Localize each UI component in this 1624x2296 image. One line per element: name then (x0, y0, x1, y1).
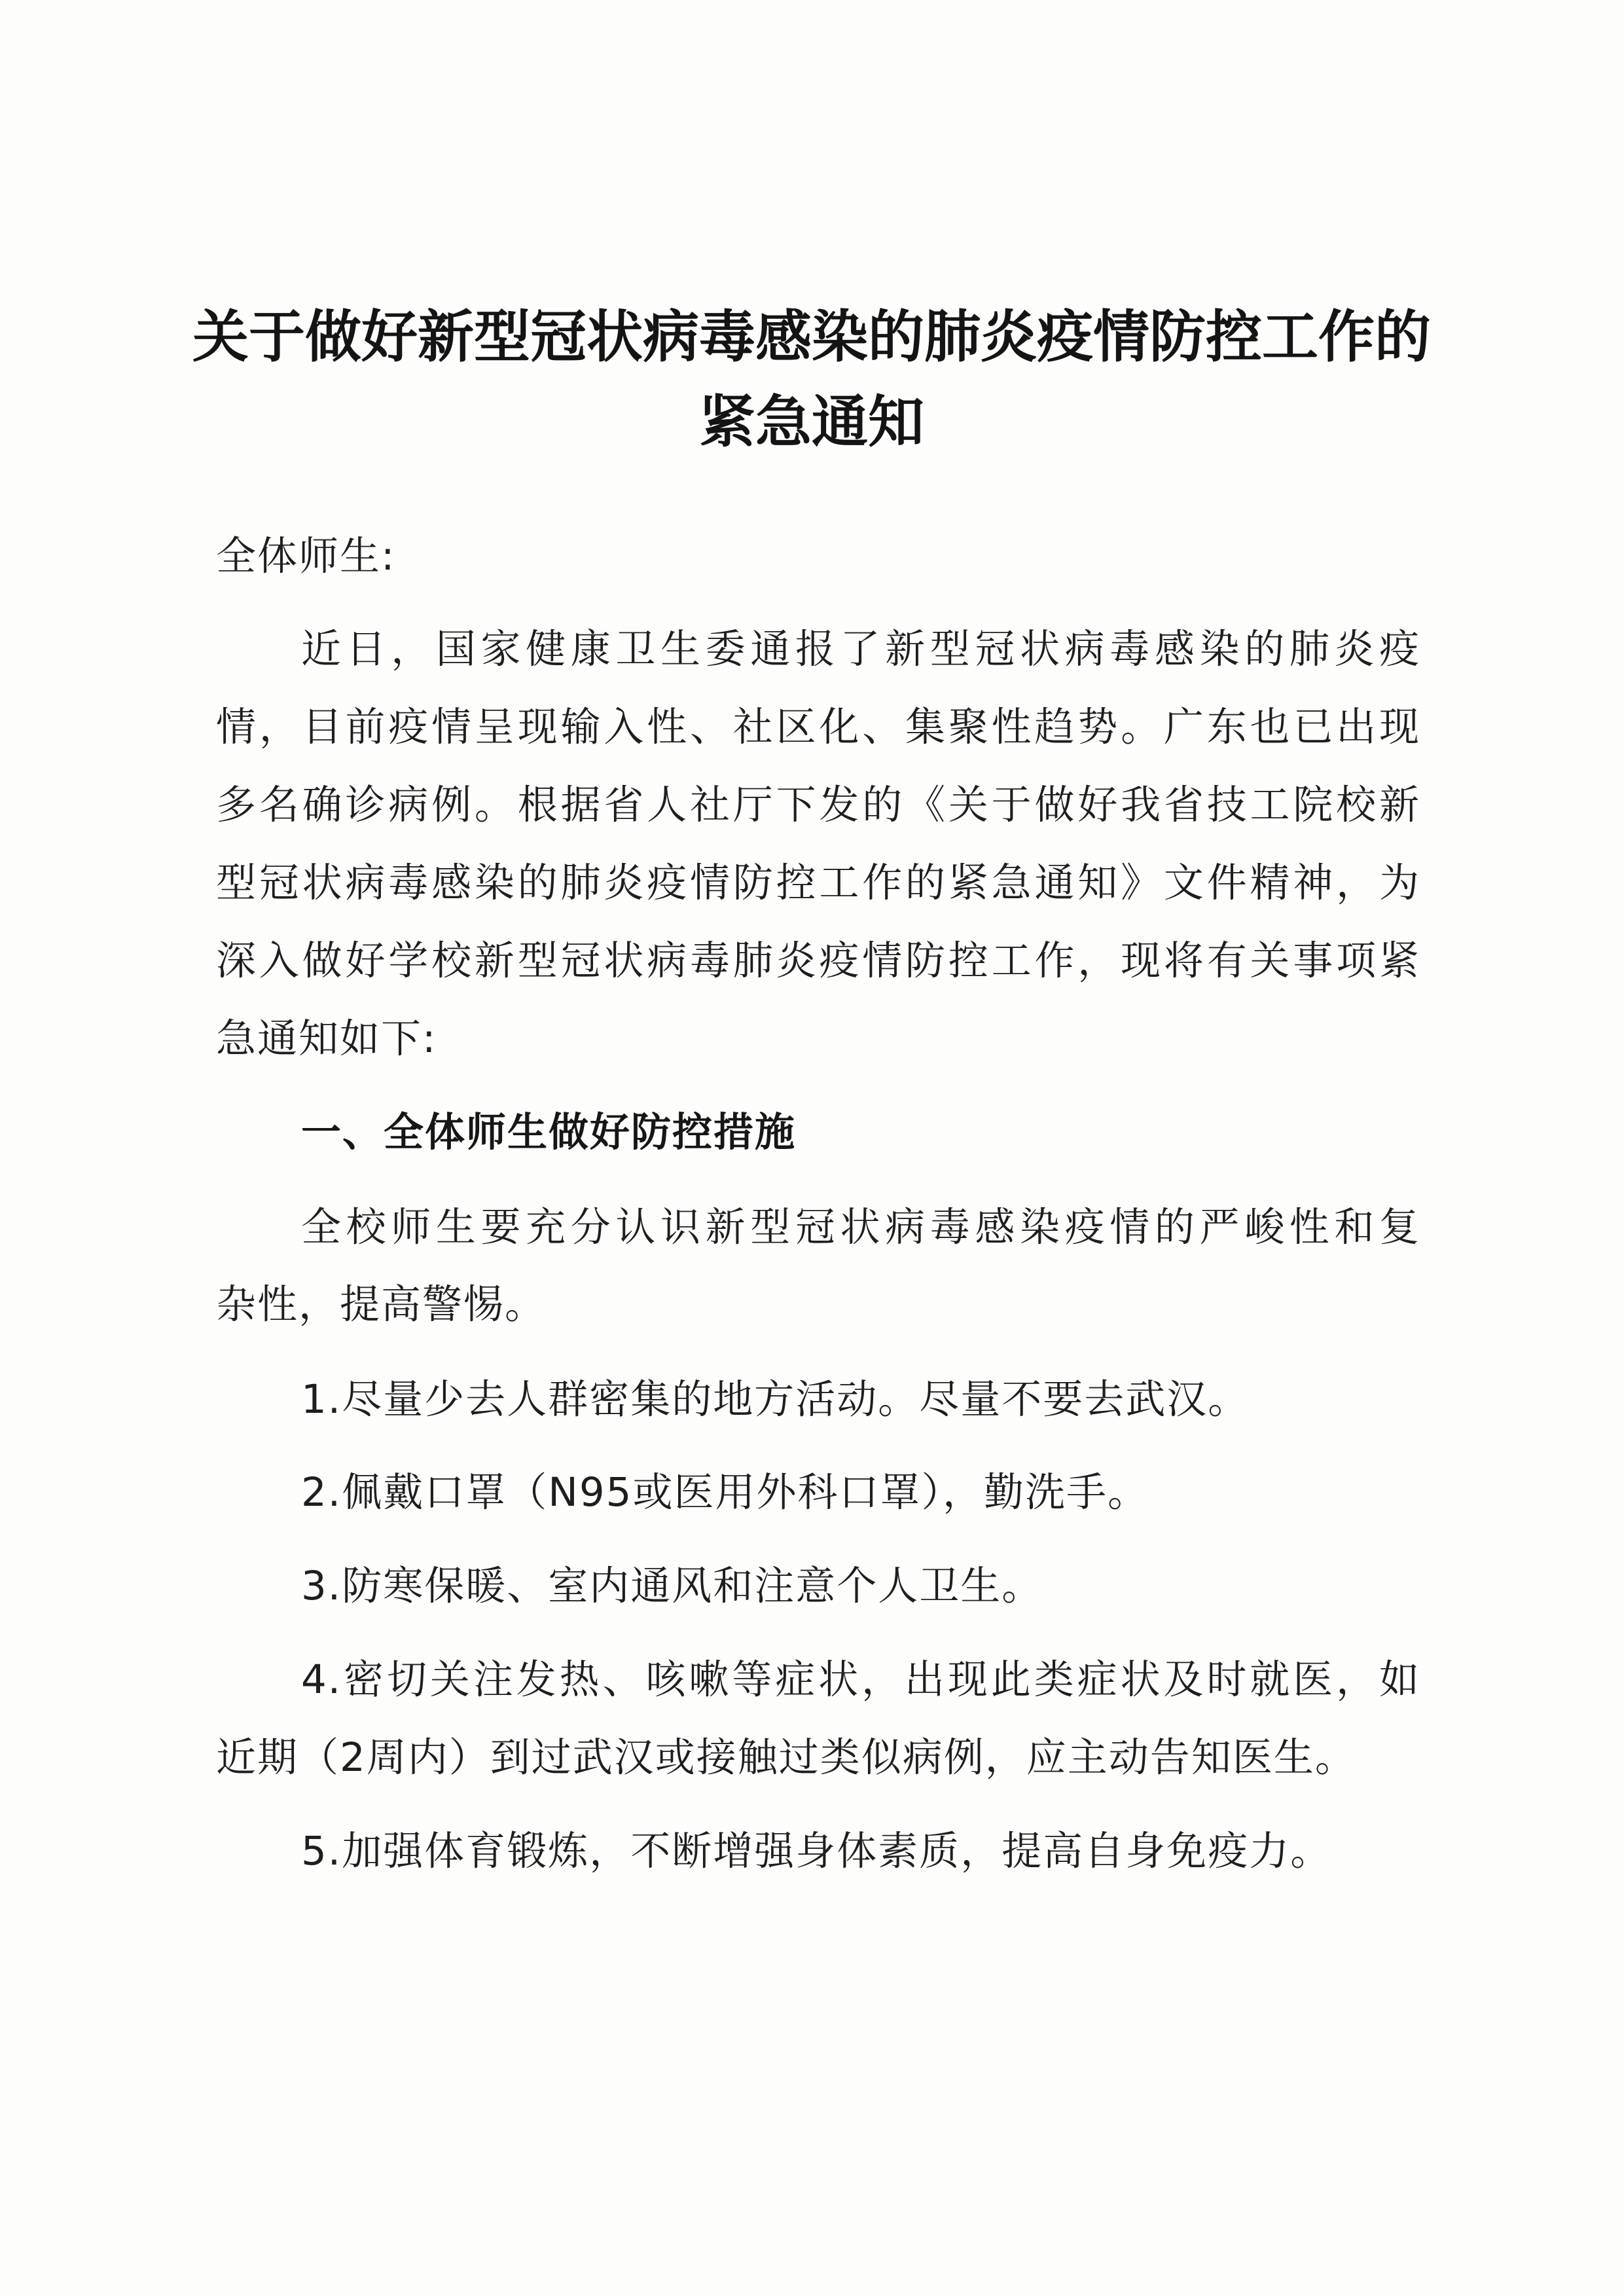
intro-line-1: 近日，国家健康卫生委通报了新型冠状病毒感染的肺炎疫 (301, 626, 1420, 672)
document-title-line-2: 紧急通知 (699, 389, 924, 455)
list-item-3: 3.防寒保暖、室内通风和注意个人卫生。 (301, 1563, 1043, 1609)
list-item-1: 1.尽量少去人群密集的地方活动。尽量不要去武汉。 (301, 1376, 1250, 1423)
salutation: 全体师生: (216, 533, 396, 579)
intro-line-5: 深入做好学校新型冠状病毒肺炎疫情防控工作，现将有关事项紧 (216, 938, 1420, 984)
list-item-4-line-1: 4.密切关注发热、咳嗽等症状，出现此类症状及时就医，如 (301, 1656, 1420, 1703)
intro-line-4: 型冠状病毒感染的肺炎疫情防控工作的紧急通知》文件精神，为 (216, 860, 1420, 906)
section-1-intro-line-2: 杂性，提高警惕。 (216, 1281, 547, 1328)
list-item-2: 2.佩戴口罩（N95或医用外科口罩），勤洗手。 (301, 1469, 1149, 1516)
list-item-5: 5.加强体育锻炼，不断增强身体素质，提高自身免疫力。 (301, 1828, 1332, 1874)
intro-line-2: 情，目前疫情呈现输入性、社区化、集聚性趋势。广东也已出现 (216, 704, 1420, 750)
document-title-line-1: 关于做好新型冠状病毒感染的肺炎疫情防控工作的 (192, 304, 1431, 370)
section-1-intro-line-1: 全校师生要充分认识新型冠状病毒感染疫情的严峻性和复 (301, 1204, 1420, 1250)
intro-line-3: 多名确诊病例。根据省人社厅下发的《关于做好我省技工院校新 (216, 782, 1420, 828)
list-item-4-line-2: 近期（2周内）到过武汉或接触过类似病例，应主动告知医生。 (216, 1734, 1356, 1781)
intro-line-6: 急通知如下: (216, 1015, 437, 1062)
section-1-heading: 一、全体师生做好防控措施 (301, 1109, 797, 1156)
